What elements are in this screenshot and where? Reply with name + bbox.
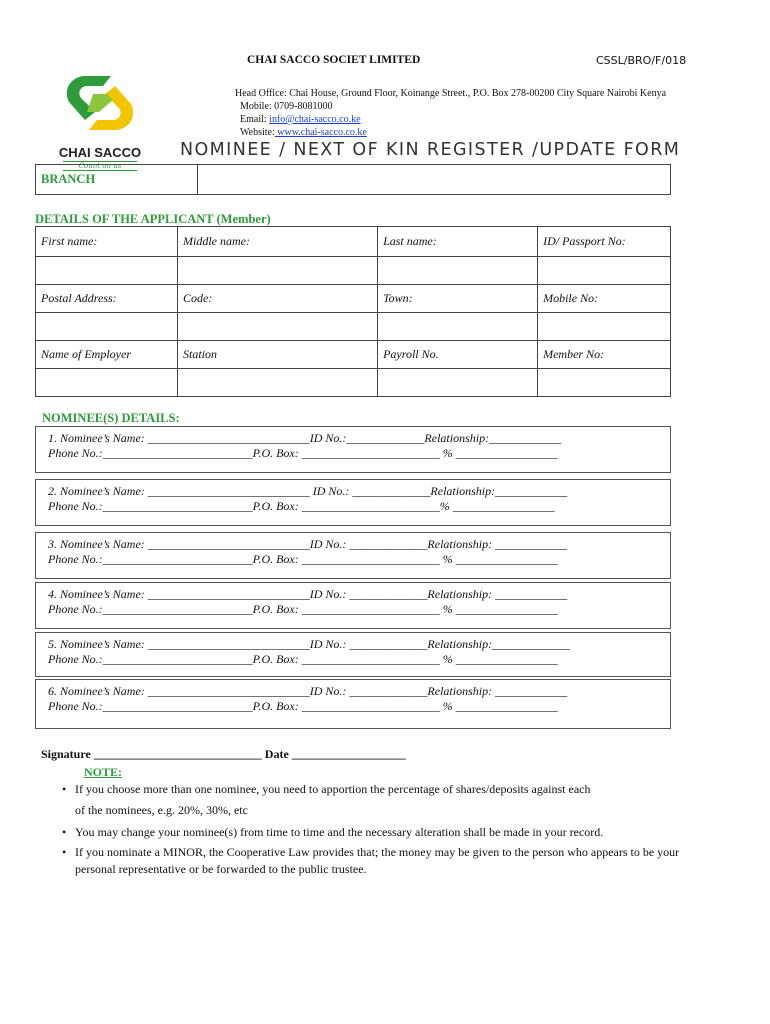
station-field[interactable] <box>178 369 378 397</box>
notes-list <box>62 781 742 878</box>
company-name: CHAI SACCO SOCIET LIMITED <box>247 54 421 66</box>
logo-text: CHAI SACCO <box>58 145 142 160</box>
first-name-label: First name: <box>36 227 178 257</box>
bullet-icon: • <box>62 845 67 859</box>
id-passport-field[interactable] <box>538 257 671 285</box>
postal-address-label: Postal Address: <box>36 285 178 313</box>
note-item-2 <box>62 824 742 841</box>
form-title: NOMINEE / NEXT OF KIN REGISTER /UPDATE FORM <box>180 140 681 160</box>
head-office: Head Office: Chai House, Ground Floor, Koinange Street., P.O. Box 278-00200 City Square Nairobi Kenya <box>235 88 667 99</box>
payroll-field[interactable] <box>378 369 538 397</box>
email-link[interactable]: info@chai-sacco.co.ke <box>269 114 361 125</box>
town-label: Town: <box>378 285 538 313</box>
member-no-field[interactable] <box>538 369 671 397</box>
nominee-3-line-1: 3. Nominee’s Name: ___________________________ID No.: _____________Relationship: ____________ <box>48 537 568 551</box>
nominee-4-line-2: Phone No.:_________________________P.O. Box: _______________________ % _________________ <box>48 602 558 616</box>
branch-table <box>35 164 671 195</box>
station-label: Station <box>178 341 378 369</box>
last-name-label: Last name: <box>378 227 538 257</box>
nominee-5-line-1: 5. Nominee’s Name: ___________________________ID No.: _____________Relationship:_____________ <box>48 637 571 651</box>
email-label: Email: <box>240 114 270 125</box>
nominee-6-line-1: 6. Nominee’s Name: ___________________________ID No.: _____________Relationship: ____________ <box>48 684 568 698</box>
postal-address-field[interactable] <box>36 313 178 341</box>
nominee-2-line-2: Phone No.:_________________________P.O. Box: _______________________% _________________ <box>48 499 555 513</box>
note-title: NOTE: <box>84 765 123 779</box>
applicant-details-table <box>35 226 671 397</box>
note-1-text-b: of the nominees, e.g. 20%, 30%, etc <box>75 803 248 817</box>
middle-name-field[interactable] <box>178 257 378 285</box>
town-field[interactable] <box>378 313 538 341</box>
company-address-block <box>235 87 666 139</box>
nominee-3-line-2: Phone No.:_________________________P.O. Box: _______________________ % _________________ <box>48 552 558 566</box>
nominee-block-4[interactable] <box>35 582 671 629</box>
employer-label: Name of Employer <box>36 341 178 369</box>
code-field[interactable] <box>178 313 378 341</box>
payroll-label: Payroll No. <box>378 341 538 369</box>
applicant-section-title: DETAILS OF THE APPLICANT (Member) <box>35 212 271 226</box>
nominee-block-2[interactable] <box>35 479 671 526</box>
last-name-field[interactable] <box>378 257 538 285</box>
bullet-icon: • <box>62 825 67 839</box>
nominee-block-5[interactable] <box>35 632 671 677</box>
note-3-text-b: personal representative or be forwarded to the public trustee. <box>75 862 367 876</box>
email-contact <box>240 113 666 126</box>
chai-sacco-logo <box>55 68 145 170</box>
logo-mark-icon <box>55 68 145 138</box>
website-link[interactable]: www.chai-sacco.co.ke <box>274 127 367 138</box>
website-label: Website: <box>240 127 275 138</box>
signature-date-line[interactable]: Signature ____________________________ Date ___________________ <box>41 747 406 761</box>
note-item-3 <box>62 844 742 878</box>
mobile-contact: Mobile: 0709-8081000 <box>240 101 333 112</box>
member-no-label: Member No: <box>538 341 671 369</box>
first-name-field[interactable] <box>36 257 178 285</box>
nominee-1-line-1: 1. Nominee’s Name: ___________________________ID No.:_____________Relationship:____________ <box>48 431 562 445</box>
nominee-2-line-1: 2. Nominee’s Name: ___________________________ ID No.: _____________Relationship:____________ <box>48 484 568 498</box>
branch-field[interactable] <box>198 165 671 195</box>
nominee-6-line-2: Phone No.:_________________________P.O. Box: _______________________ % _________________ <box>48 699 558 713</box>
note-1-text-a: If you choose more than one nominee, you need to apportion the percentage of shares/deposits against each <box>75 782 591 796</box>
bullet-icon: • <box>62 782 67 796</box>
middle-name-label: Middle name: <box>178 227 378 257</box>
nominee-block-1[interactable] <box>35 426 671 473</box>
website-contact <box>240 126 666 139</box>
mobile-no-label: Mobile No: <box>538 285 671 313</box>
branch-label: BRANCH <box>36 165 198 195</box>
note-item-1 <box>62 781 742 819</box>
note-3-text-a: If you nominate a MINOR, the Cooperative Law provides that; the money may be given to the person who appears to be your <box>75 845 680 859</box>
note-2-text: You may change your nominee(s) from time to time and the necessary alteration shall be made in your record. <box>75 825 604 839</box>
nominee-1-line-2: Phone No.:_________________________P.O. Box: _______________________ % _________________ <box>48 446 558 460</box>
id-passport-label: ID/ Passport No: <box>538 227 671 257</box>
nominee-block-3[interactable] <box>35 532 671 579</box>
logo-tagline: Count on us <box>63 161 137 171</box>
employer-field[interactable] <box>36 369 178 397</box>
nominee-block-6[interactable] <box>35 679 671 729</box>
code-label: Code: <box>178 285 378 313</box>
nominees-section-title: NOMINEE(S) DETAILS: <box>42 411 180 425</box>
mobile-no-field[interactable] <box>538 313 671 341</box>
document-reference: CSSL/BRO/F/018 <box>596 54 687 67</box>
nominee-5-line-2: Phone No.:_________________________P.O. Box: _______________________ % _________________ <box>48 652 558 666</box>
nominee-4-line-1: 4. Nominee’s Name: ___________________________ID No.: _____________Relationship: ____________ <box>48 587 568 601</box>
